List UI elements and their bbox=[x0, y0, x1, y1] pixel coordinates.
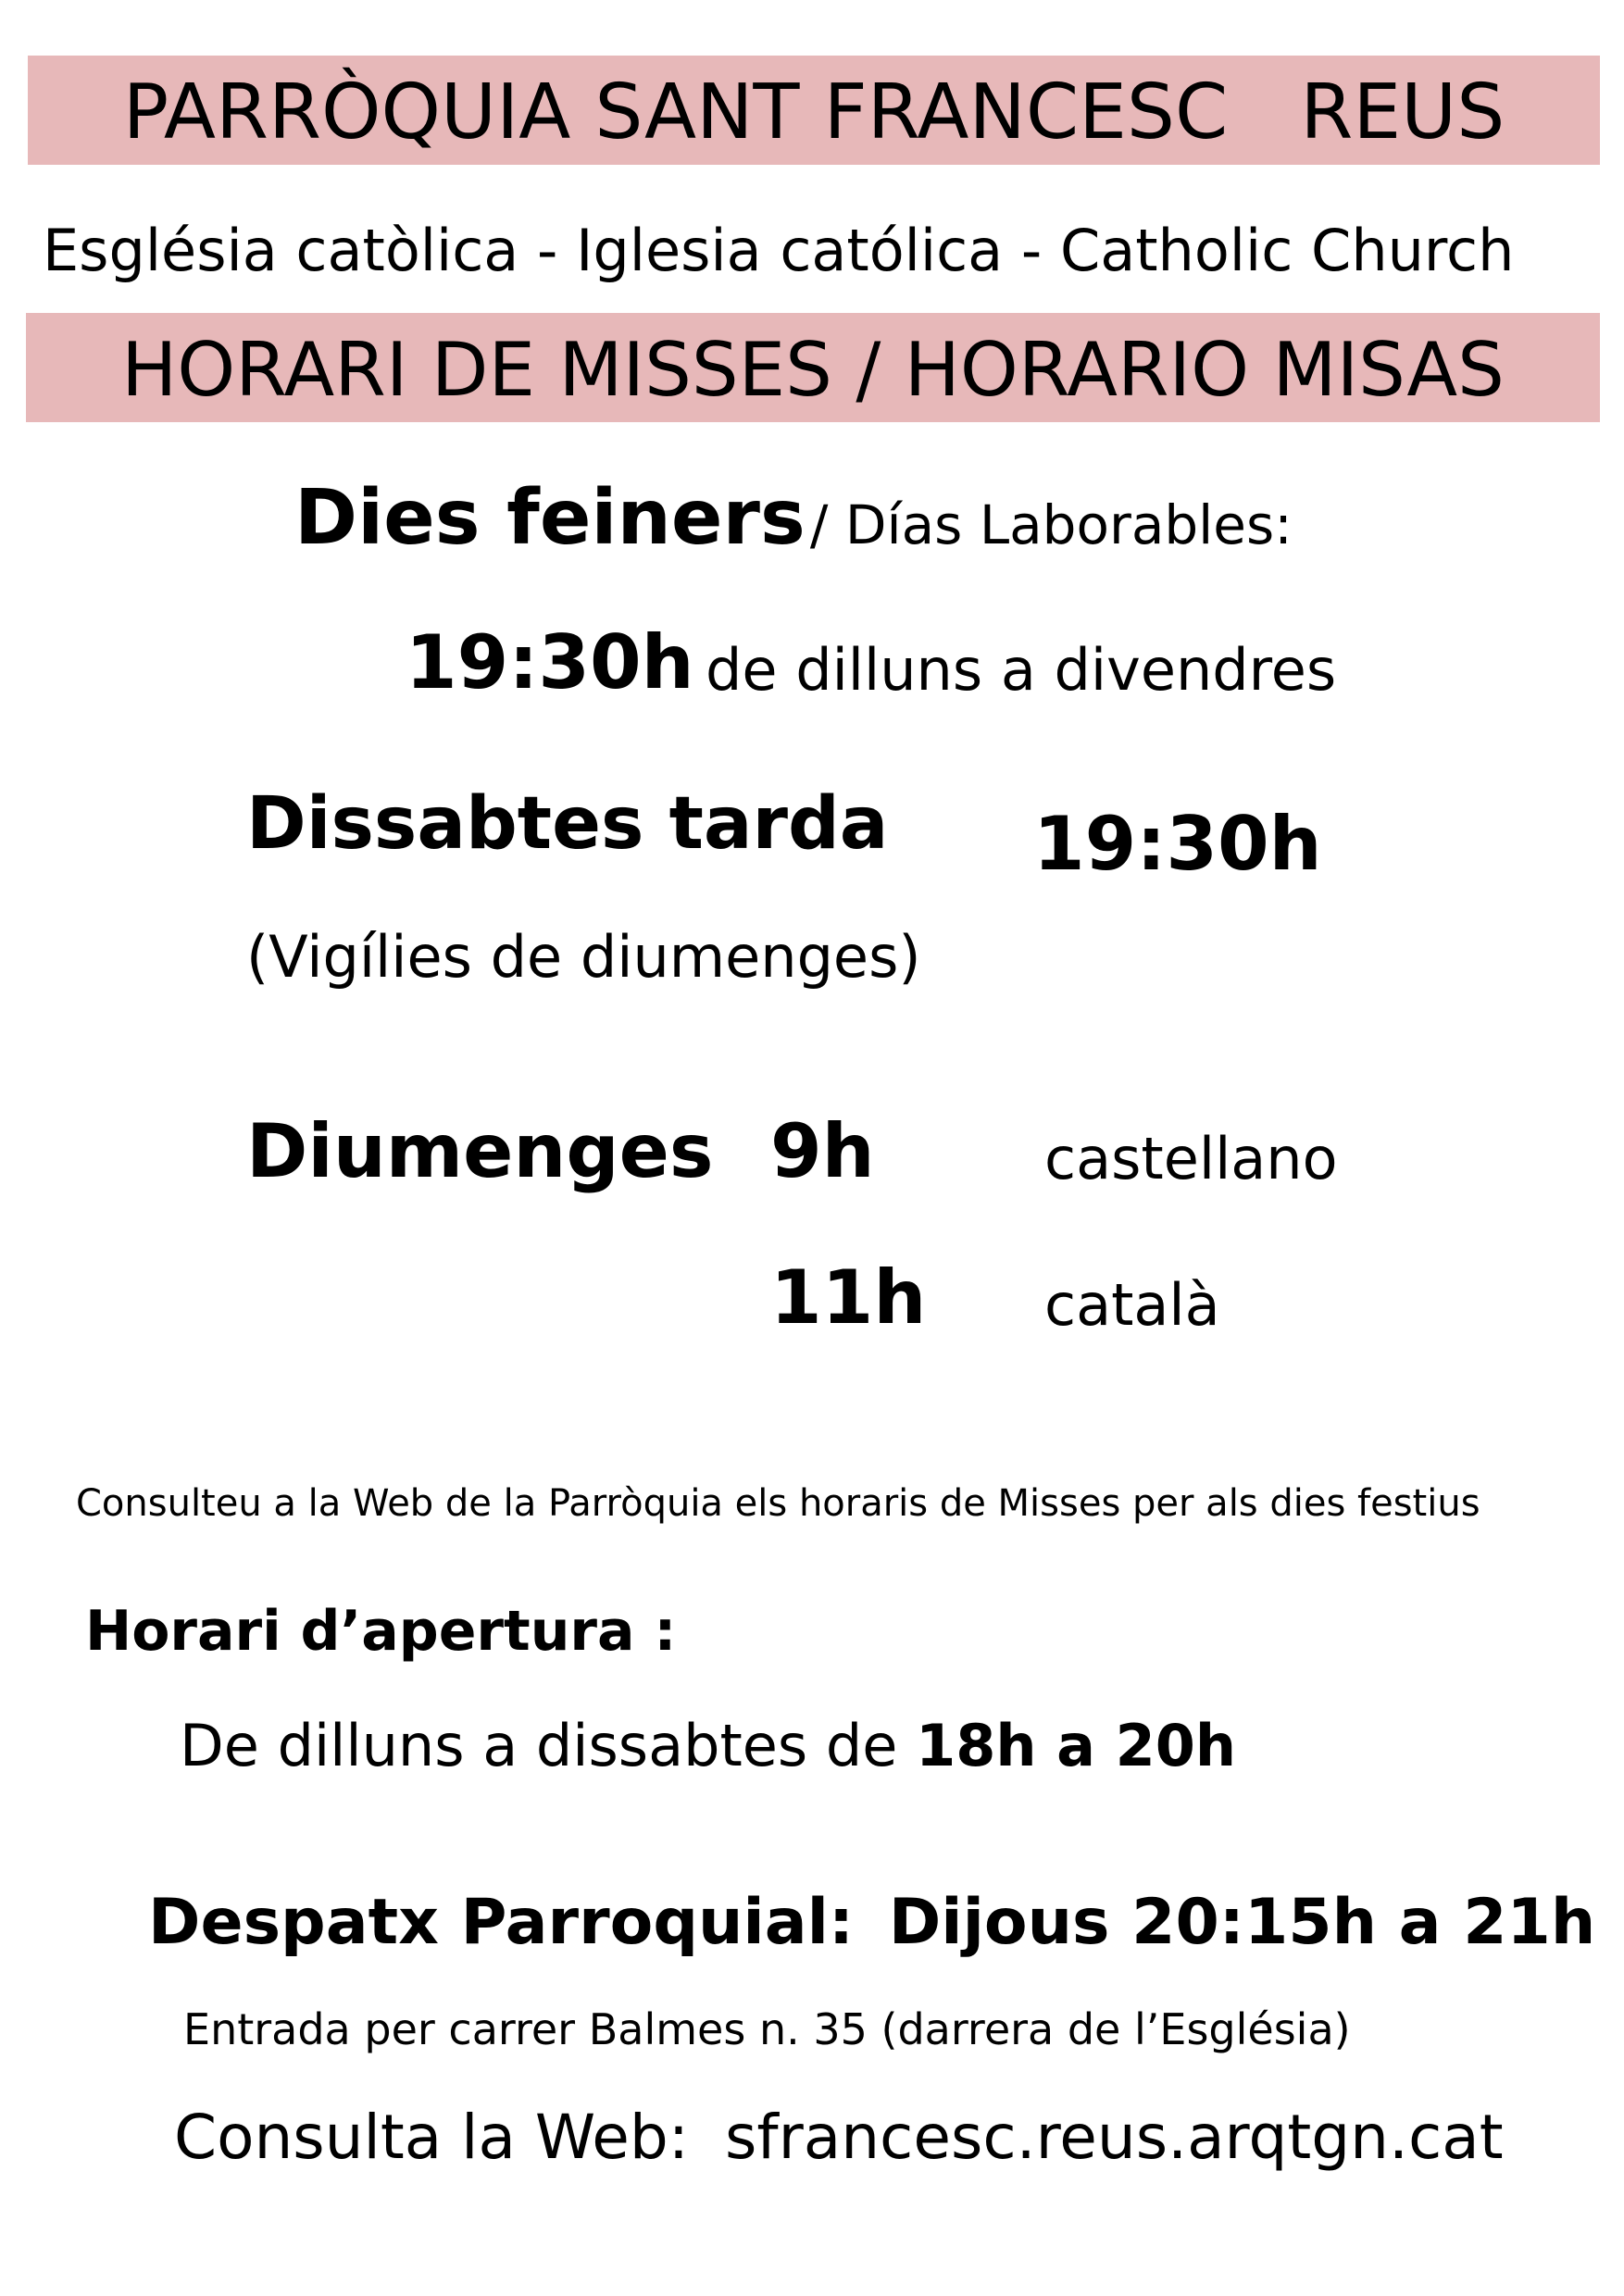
weekdays-label: Dies feiners bbox=[294, 474, 806, 562]
office-entrance: Entrada per carrer Balmes n. 35 (darrera de l’Església) bbox=[183, 2004, 1351, 2054]
opening-days: De dilluns a dissabtes de bbox=[180, 1712, 917, 1779]
sunday-mass-1-time: 9h bbox=[770, 1108, 875, 1194]
opening-hours bbox=[180, 1709, 1236, 1783]
office-line bbox=[148, 1881, 1595, 1965]
weekdays-label-es: / Días Laborables: bbox=[809, 493, 1293, 556]
title-band bbox=[28, 56, 1600, 165]
church-subtitle: Església catòlica - Iglesia católica - Catholic Church bbox=[43, 217, 1515, 284]
mass-schedule-heading: HORARI DE MISSES / HORARIO MISAS bbox=[121, 327, 1505, 413]
parish-title: PARRÒQUIA SANT FRANCESC REUS bbox=[122, 69, 1505, 156]
saturdays-label: Dissabtes tarda bbox=[246, 782, 889, 866]
opening-hours-range: 18h a 20h bbox=[916, 1712, 1236, 1779]
section-band bbox=[26, 313, 1600, 422]
sunday-mass-2-language: català bbox=[1044, 1271, 1220, 1339]
sunday-mass-1-language: castellano bbox=[1044, 1125, 1338, 1192]
web-url[interactable]: sfrancesc.reus.arqtgn.cat bbox=[725, 2102, 1504, 2173]
sunday-mass-2-time: 11h bbox=[770, 1254, 927, 1341]
saturdays-note: (Vigílies de diumenges) bbox=[246, 923, 921, 991]
office-hours: Dijous 20:15h a 21h bbox=[888, 1886, 1596, 1959]
weekdays-days: de dilluns a divendres bbox=[706, 636, 1337, 704]
weekdays-heading bbox=[294, 472, 1293, 585]
festive-note: Consulteu a la Web de la Parròquia els horaris de Misses per als dies festius bbox=[76, 1482, 1480, 1525]
opening-label: Horari d’apertura : bbox=[85, 1599, 677, 1664]
weekdays-time: 19:30h bbox=[406, 619, 694, 705]
web-line bbox=[174, 2098, 1504, 2177]
saturdays-time: 19:30h bbox=[1033, 801, 1322, 887]
sundays-label: Diumenges bbox=[246, 1108, 714, 1194]
web-label: Consulta la Web: bbox=[174, 2102, 690, 2173]
office-label: Despatx Parroquial: bbox=[148, 1886, 855, 1959]
